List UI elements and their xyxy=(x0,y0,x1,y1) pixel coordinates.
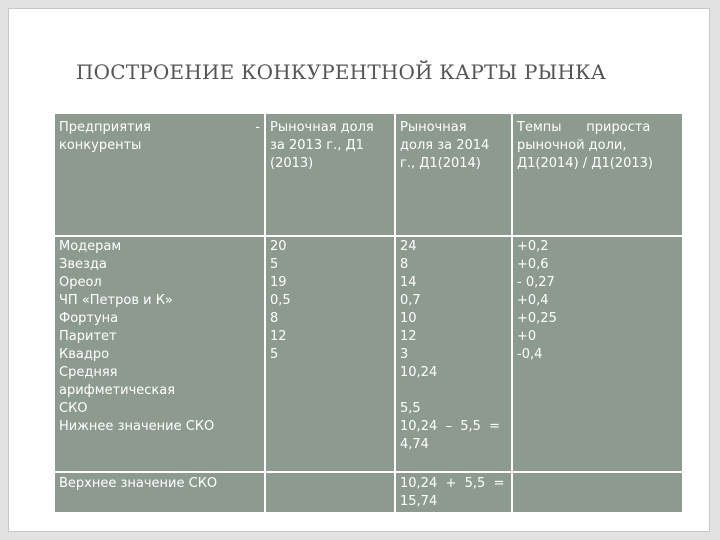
share-2013-value: 20 xyxy=(270,239,287,254)
header-enterprises-line2: конкуренты xyxy=(59,138,142,153)
company-name: Звезда xyxy=(59,257,107,272)
header-share-2014-line2: доля за 2014 xyxy=(400,138,490,153)
page-title: ПОСТРОЕНИЕ КОНКУРЕНТНОЙ КАРТЫ РЫНКА xyxy=(76,60,607,84)
header-share-2014-line3: г., Д1(2014) xyxy=(400,156,481,171)
table-data-block xyxy=(55,236,682,472)
header-growth-line3: Д1(2014) / Д1(2013) xyxy=(517,156,653,171)
table-header-row xyxy=(55,114,682,236)
lower-sko-formula: 10,24 – 5,5 = xyxy=(400,419,501,434)
upper-sko-value: 15,74 xyxy=(400,494,438,509)
avg-value: 10,24 xyxy=(400,365,438,380)
upper-sko-label: Верхнее значение СКО xyxy=(59,476,218,491)
blank-line xyxy=(400,382,507,400)
share-2013-value: 8 xyxy=(270,311,279,326)
share-2014-value: 14 xyxy=(400,275,417,290)
header-growth-line1: Темпы прироста xyxy=(517,120,651,135)
upper-sko-empty-2013 xyxy=(265,472,395,512)
header-enterprises xyxy=(55,114,265,236)
upper-sko-label-cell xyxy=(55,472,265,512)
company-name: Квадро xyxy=(59,347,110,362)
share-2014-value: 12 xyxy=(400,329,417,344)
share-2014-value: 0,7 xyxy=(400,293,421,308)
share-2013-value: 12 xyxy=(270,329,287,344)
share-2013-value: 19 xyxy=(270,275,287,290)
header-share-2014 xyxy=(395,114,512,236)
upper-sko-row xyxy=(55,472,682,512)
share-2014-value: 3 xyxy=(400,347,409,362)
lower-sko-value: 4,74 xyxy=(400,437,429,452)
share-2014-value: 10 xyxy=(400,311,417,326)
header-share-2014-line1: Рыночная xyxy=(400,120,467,135)
header-share-2013-line1: Рыночная доля xyxy=(270,120,374,135)
company-name: Модерам xyxy=(59,239,122,254)
share-2013-value: 5 xyxy=(270,257,279,272)
avg-label-line2: арифметическая xyxy=(59,383,176,398)
growth-value: +0,4 xyxy=(517,293,549,308)
header-share-2013 xyxy=(265,114,395,236)
names-cell xyxy=(55,236,265,472)
growth-value: - 0,27 xyxy=(517,275,555,290)
share-2013-cell xyxy=(265,236,395,472)
growth-value: -0,4 xyxy=(517,347,543,362)
upper-sko-empty-growth xyxy=(512,472,682,512)
company-name: Ореол xyxy=(59,275,102,290)
share-2014-value: 24 xyxy=(400,239,417,254)
growth-value: +0,6 xyxy=(517,257,549,272)
upper-sko-value-cell xyxy=(395,472,512,512)
growth-value: +0,2 xyxy=(517,239,549,254)
growth-value: +0 xyxy=(517,329,537,344)
header-share-2013-line2: за 2013 г., Д1 xyxy=(270,138,364,153)
sko-value: 5,5 xyxy=(400,401,421,416)
share-2013-value: 5 xyxy=(270,347,279,362)
share-2013-value: 0,5 xyxy=(270,293,291,308)
competitive-map-table xyxy=(55,114,682,512)
share-2014-cell xyxy=(395,236,512,472)
upper-sko-formula: 10,24 + 5,5 = xyxy=(400,476,505,491)
company-name: Фортуна xyxy=(59,311,119,326)
header-growth-line2: рыночной доли, xyxy=(517,138,627,153)
header-share-2013-line3: (2013) xyxy=(270,156,314,171)
company-name: ЧП «Петров и К» xyxy=(59,293,173,308)
avg-label-line1: Средняя xyxy=(59,365,118,380)
growth-cell xyxy=(512,236,682,472)
header-growth xyxy=(512,114,682,236)
sko-label: СКО xyxy=(59,401,88,416)
header-enterprises-dash: - xyxy=(255,120,260,135)
share-2014-value: 8 xyxy=(400,257,409,272)
lower-sko-label: Нижнее значение СКО xyxy=(59,419,215,434)
header-enterprises-line1: Предприятия xyxy=(59,120,151,135)
growth-value: +0,25 xyxy=(517,311,557,326)
company-name: Паритет xyxy=(59,329,117,344)
